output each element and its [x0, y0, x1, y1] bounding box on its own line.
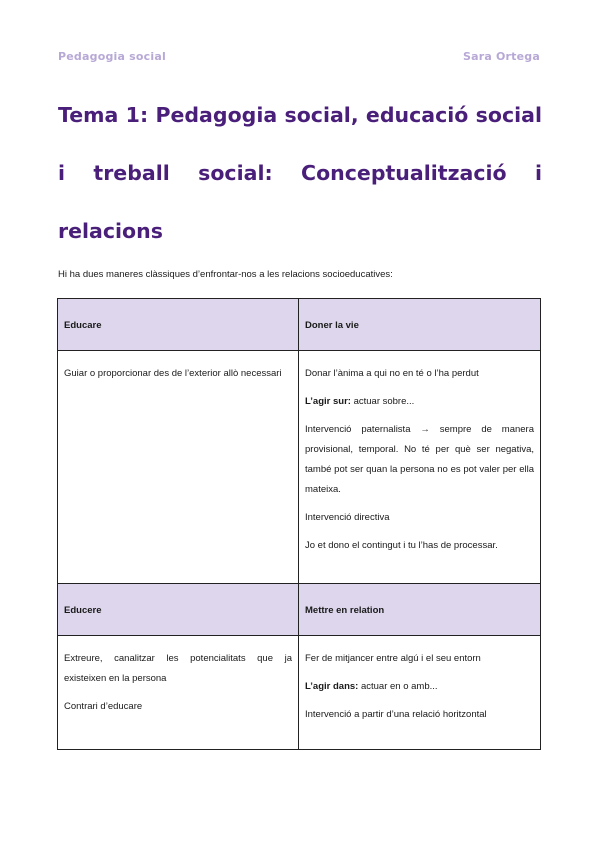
cell-paragraph: Intervenció paternalista → sempre de manera provisional, temporal. No té per què ser negativa, també pot ser quan la persona no es pot valer per ella mateixa.	[305, 424, 534, 495]
cell-doner-la-vie-description	[299, 351, 541, 584]
cell-paragraph: Intervenció directiva	[305, 512, 390, 523]
cell-paragraph: Contrari d’educare	[64, 701, 143, 712]
page-header	[58, 50, 540, 66]
header-cell-educere: Educere	[58, 584, 299, 636]
cell-paragraph: Fer de mitjancer entre algú i el seu entorn	[305, 653, 481, 664]
header-cell-doner-la-vie: Doner la vie	[299, 299, 541, 351]
cell-paragraph: Donar l’ànima a qui no en té o l’ha perdut	[305, 368, 479, 379]
header-author: Sara Ortega	[462, 50, 540, 63]
relations-table	[57, 298, 541, 750]
header-cell-mettre-en-relation: Mettre en relation	[299, 584, 541, 636]
cell-paragraph: Guiar o proporcionar des de l’exterior allò necessari	[64, 368, 282, 379]
table-row	[58, 636, 541, 750]
table-header-row	[58, 584, 541, 636]
header-subject: Pedagogia social	[58, 50, 166, 63]
cell-mettre-en-relation-description	[299, 636, 541, 750]
intro-paragraph: Hi ha dues maneres clàssiques d’enfrontar-nos a les relacions socioeducatives:	[58, 269, 393, 280]
table-row	[58, 351, 541, 584]
term-label: L’agir dans:	[305, 681, 359, 692]
term-text: actuar en o amb...	[358, 681, 438, 692]
page-title: Tema 1: Pedagogia social, educació social i treball social: Conceptualització i relacions	[58, 103, 542, 243]
cell-educere-description	[58, 636, 299, 750]
header-cell-educare: Educare	[58, 299, 299, 351]
term-label: L’agir sur:	[305, 396, 351, 407]
table-header-row	[58, 299, 541, 351]
cell-paragraph: Jo et dono el contingut i tu l’has de processar.	[305, 540, 498, 551]
cell-paragraph: Extreure, canalitzar les potencialitats que ja existeixen en la persona	[64, 653, 292, 684]
cell-paragraph	[305, 677, 534, 697]
cell-paragraph	[305, 392, 534, 412]
cell-paragraph: Intervenció a partir d’una relació horitzontal	[305, 709, 487, 720]
term-text: actuar sobre...	[350, 396, 415, 407]
cell-educare-description	[58, 351, 299, 584]
